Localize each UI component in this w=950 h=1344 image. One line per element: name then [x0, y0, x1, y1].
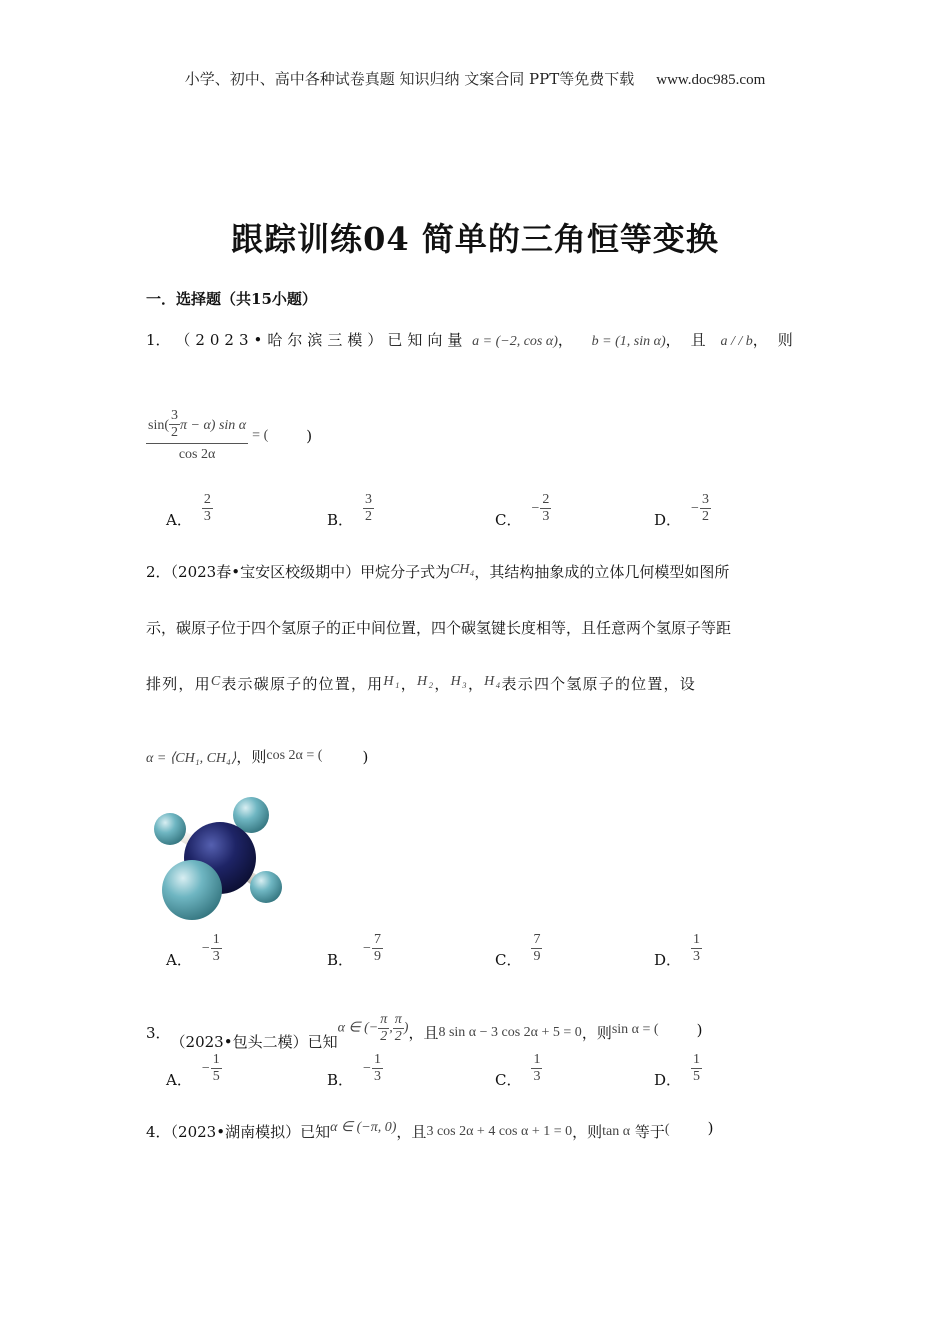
q4-then: ，则 [572, 1123, 603, 1141]
q3-frac-1-den: 2 [380, 1028, 388, 1044]
option-a[interactable] [166, 932, 222, 969]
option-d[interactable] [654, 1052, 702, 1089]
option-value [691, 1052, 702, 1085]
q3-source: （2023•包头二模）已知 [170, 1033, 338, 1051]
q3-options [166, 1052, 826, 1098]
hydrogen-atom-4 [162, 860, 222, 920]
q3-frac-2 [393, 1012, 404, 1045]
q3-and: ，且 [408, 1024, 439, 1042]
q1-vector-b: b = (1, sin α) [591, 334, 666, 349]
q1-expression [146, 408, 312, 463]
page-title: 跟踪训练04 简单的三角恒等变换 [231, 220, 719, 258]
q1-inner-num: 3 [171, 408, 178, 423]
option-label: B． [327, 951, 354, 969]
q2-options [166, 932, 826, 978]
option-sign: − [363, 940, 371, 956]
q3-range-mid: , [389, 1020, 393, 1036]
q2-cos2a: cos 2α = ( [266, 748, 323, 763]
q3-range-post: ) [403, 1020, 409, 1036]
q3-equation: 8 sin α − 3 cos 2α + 5 = 0 [438, 1025, 582, 1040]
q4-range: α ∈ (−π, 0) [330, 1120, 397, 1135]
option-sign: − [691, 500, 699, 516]
q2-h4: H₄ [484, 674, 502, 689]
q2-comma-3: ， [467, 675, 485, 693]
option-fraction [540, 492, 551, 525]
q2-ch4: CH₄ [450, 562, 475, 577]
q3-ask: sin α = ( [611, 1022, 659, 1037]
q1-numerator [146, 408, 248, 444]
page-header [0, 68, 950, 89]
fraction-numerator: 2 [203, 492, 211, 507]
fraction-numerator: 7 [533, 932, 541, 947]
option-fraction [691, 1052, 702, 1085]
methane-model-svg [140, 795, 290, 920]
q2-text-3b: 表示碳原子的位置，用 [221, 675, 384, 693]
option-label: D． [654, 511, 682, 529]
q2-then: ，则 [236, 748, 267, 766]
q2-comma-1: ， [400, 675, 417, 693]
question-3 [146, 1012, 702, 1054]
fraction-denominator: 9 [533, 949, 541, 964]
fraction-numerator: 3 [365, 492, 373, 507]
option-fraction [363, 492, 374, 525]
q3-close-paren: ) [696, 1021, 703, 1039]
option-value [363, 492, 374, 525]
option-sign: − [363, 1060, 371, 1076]
q1-inner-fraction [169, 408, 180, 441]
option-d[interactable] [654, 932, 702, 969]
option-label: C． [495, 951, 522, 969]
q2-comma-2: ， [434, 675, 451, 693]
fraction-denominator: 2 [701, 509, 709, 524]
q4-number: 4． [146, 1123, 171, 1141]
fraction-numerator: 1 [693, 932, 701, 947]
question-2-line-3 [146, 670, 696, 696]
option-fraction [211, 1052, 222, 1085]
option-value [202, 932, 222, 965]
option-sign: − [531, 500, 540, 516]
fraction-denominator: 3 [533, 1069, 541, 1084]
option-label: D． [654, 951, 682, 969]
header-url[interactable]: www.doc985.com [656, 72, 766, 88]
option-fraction [691, 932, 702, 965]
option-a[interactable] [166, 1052, 222, 1089]
option-label: A． [166, 1071, 192, 1089]
fraction-numerator: 1 [212, 1052, 220, 1067]
option-value [363, 932, 383, 965]
option-value [531, 492, 551, 525]
option-value [202, 1052, 222, 1085]
option-value [531, 932, 542, 965]
option-value [531, 1052, 542, 1085]
option-b[interactable] [327, 492, 374, 529]
q1-sin: sin( [148, 418, 169, 433]
q3-number: 3． [146, 1024, 171, 1042]
q2-number: 2． [146, 563, 171, 581]
q2-h3: H₃ [450, 674, 468, 689]
q1-denominator: cos 2α [178, 447, 216, 462]
option-c[interactable] [495, 932, 542, 969]
option-label: C． [495, 511, 522, 529]
q1-then: ，则 [752, 331, 803, 349]
q2-text-1b: ，其结构抽象成的立体几何模型如图所 [474, 563, 730, 581]
q1-parallel: a / / b [720, 334, 753, 349]
q1-options [166, 492, 826, 538]
q1-equals: = ( [252, 427, 269, 443]
fraction-numerator: 2 [542, 492, 550, 507]
q3-frac-1-num: π [380, 1011, 388, 1027]
q1-close-paren: ) [306, 426, 313, 445]
q3-frac-1 [378, 1012, 389, 1045]
q2-h2: H₂ [416, 674, 435, 689]
option-value [202, 492, 213, 525]
option-sign: − [201, 1060, 210, 1076]
q1-number: 1． [146, 331, 171, 349]
q2-close-paren: ) [362, 748, 369, 766]
fraction-numerator: 3 [701, 492, 709, 507]
option-d[interactable] [654, 492, 711, 529]
q2-c: C [210, 674, 222, 689]
q2-text-3c: 表示四个氢原子的位置，设 [501, 675, 696, 693]
fraction-denominator: 3 [693, 949, 701, 964]
fraction-numerator: 7 [373, 932, 381, 947]
option-label: D． [654, 1071, 682, 1089]
q3-then: ，则 [581, 1024, 612, 1042]
q4-close-paren: ) [707, 1119, 714, 1137]
option-c[interactable] [495, 492, 551, 529]
q3-range-pre: α ∈ (− [337, 1020, 379, 1036]
option-fraction [211, 932, 222, 965]
q1-inner-den: 2 [171, 425, 178, 440]
q3-frac-2-num: π [394, 1011, 402, 1027]
question-2-line-2: 示，碳原子位于四个氢原子的正中间位置，四个碳氢键长度相等，且任意两个氢原子等距 [146, 619, 732, 637]
option-b[interactable] [327, 932, 383, 969]
question-4 [146, 1116, 713, 1144]
option-value [363, 1052, 383, 1085]
q2-text-1a: （2023春•宝安区校级期中）甲烷分子式为 [170, 563, 451, 581]
hydrogen-atom-3 [250, 871, 282, 903]
q1-num-rest: π − α) sin α [180, 418, 247, 433]
option-fraction [372, 1052, 383, 1085]
q4-equation: 3 cos 2α + 4 cos α + 1 = 0 [426, 1124, 573, 1139]
q3-frac-2-den: 2 [394, 1028, 402, 1044]
option-fraction [202, 492, 213, 525]
option-b[interactable] [327, 1052, 383, 1089]
fraction-numerator: 1 [212, 932, 220, 947]
methane-model-image [140, 795, 290, 920]
fraction-denominator: 3 [373, 1069, 381, 1084]
q1-and: ，且 [665, 331, 716, 349]
fraction-numerator: 1 [373, 1052, 381, 1067]
option-sign: − [201, 940, 210, 956]
option-fraction [531, 932, 542, 965]
q4-equals: 等于 [634, 1123, 665, 1141]
q4-open-paren: ( [664, 1122, 670, 1137]
option-a[interactable] [166, 492, 213, 529]
fraction-denominator: 5 [693, 1069, 701, 1084]
q4-and: ，且 [396, 1123, 427, 1141]
option-fraction [372, 932, 383, 965]
q1-big-fraction [146, 408, 248, 463]
q1-source: （2023•哈尔滨三模）已知向量 [175, 331, 468, 349]
fraction-denominator: 9 [373, 949, 381, 964]
option-value [691, 932, 702, 965]
hydrogen-atom-1 [154, 813, 186, 845]
option-c[interactable] [495, 1052, 542, 1089]
q4-source: （2023•湖南模拟）已知 [170, 1123, 331, 1141]
q2-alpha-def: α = ⟨CH₁, CH₄⟩ [146, 751, 237, 766]
option-label: A． [166, 511, 192, 529]
question-1 [146, 328, 803, 354]
q3-range [338, 1012, 409, 1045]
option-label: A． [166, 951, 192, 969]
option-label: B． [327, 511, 354, 529]
fraction-denominator: 3 [542, 509, 550, 524]
fraction-denominator: 3 [212, 949, 220, 964]
option-fraction [531, 1052, 542, 1085]
question-2-line-4 [146, 744, 368, 771]
q1-sep: ， [557, 331, 573, 349]
q4-ask: tan α [602, 1124, 631, 1139]
fraction-denominator: 2 [365, 509, 373, 524]
question-2-line-1 [146, 558, 729, 584]
fraction-denominator: 5 [212, 1069, 220, 1084]
fraction-denominator: 3 [203, 509, 211, 524]
section-heading: 一．选择题（共15小题） [146, 290, 317, 308]
option-value [691, 492, 711, 525]
fraction-numerator: 1 [693, 1052, 701, 1067]
option-label: C． [495, 1071, 522, 1089]
option-label: B． [327, 1071, 354, 1089]
header-text: 小学、初中、高中各种试卷真题 知识归纳 文案合同 PPT等免费下载 [184, 70, 635, 88]
q2-text-3a: 排列，用 [146, 675, 211, 693]
q2-h1: H₁ [383, 674, 401, 689]
fraction-numerator: 1 [533, 1052, 541, 1067]
q1-vector-a: a = (−2, cos α) [472, 334, 558, 349]
option-fraction [700, 492, 711, 525]
